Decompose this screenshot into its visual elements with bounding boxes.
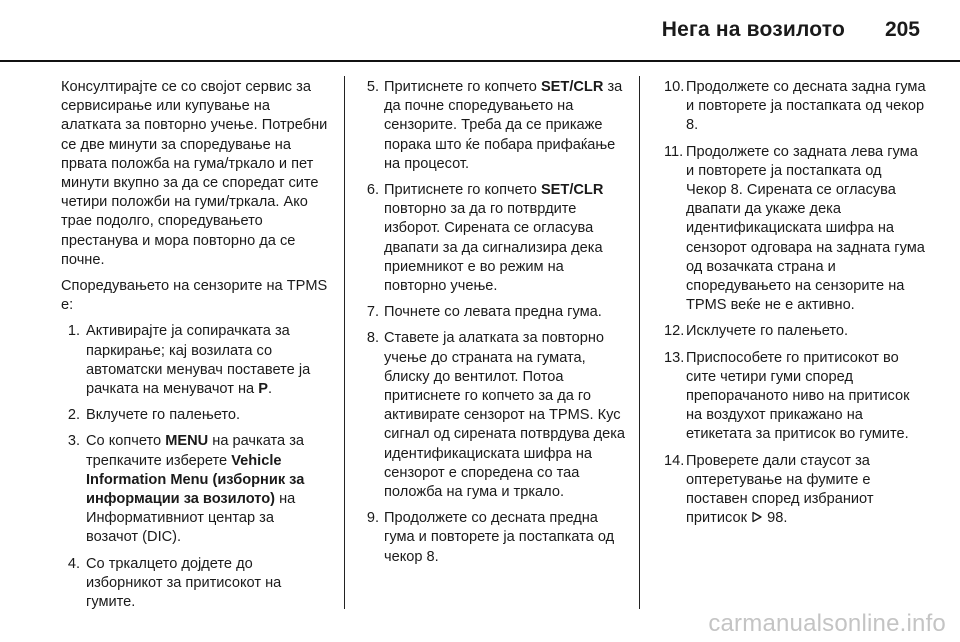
page-reference-link[interactable]: 98 bbox=[767, 510, 784, 527]
step-number: 4. bbox=[67, 555, 80, 572]
step-text: Активирајте ја сопирачката за паркирање; кај возилата со автоматски менувач поставете ја рачката на менувачот на P. bbox=[86, 323, 311, 398]
page-title: Нега на возилото bbox=[661, 18, 845, 41]
step-number: 6. bbox=[366, 182, 379, 199]
step-text: Притиснете го копчето SET/CLR за да почне споредувањето на сензорите. Треба да се прикаже порака што ќе побара прифаќање на процесот. bbox=[384, 79, 623, 172]
watermark: carmanualsonline.info bbox=[708, 610, 946, 637]
step-text: Проверете дали стаусот за оптеретување на фумите е поставен според избраниот притисок 98. bbox=[686, 452, 874, 527]
list-item bbox=[64, 322, 329, 399]
step-text: Продолжете со задната лева гума и повторете ја постапката од Чекор 8. Сирената се огласува двапати да укаже дека идентификациската шифра на сензорот одговара на задната гума од возачката страна и споредувањето на сензорите на TPMS веќе не е активно. bbox=[686, 143, 925, 314]
list-item bbox=[362, 181, 630, 296]
list-item bbox=[64, 406, 329, 425]
steps-list bbox=[64, 322, 329, 612]
step-number: 9. bbox=[366, 510, 379, 527]
list-item bbox=[64, 555, 329, 613]
list-item bbox=[362, 329, 630, 502]
page-header bbox=[0, 0, 960, 60]
list-item bbox=[664, 78, 926, 136]
step-text: Со копчето MENU на рачката за трепкачите изберете Vehicle Information Menu (изборник за информации за возилото) на Информативниот центар за возачот (DIC). bbox=[86, 433, 305, 546]
step-number: 14. bbox=[664, 452, 685, 469]
step-number: 10. bbox=[664, 79, 685, 95]
list-item bbox=[664, 349, 926, 445]
step-number: 11. bbox=[664, 143, 684, 160]
step-number: 12. bbox=[664, 323, 685, 340]
step-text: Ставете ја алатката за повторно учење до страната на гумата, блиску до вентилот. Потоа притиснете го копчето за да го активирате сензорот на TPMS. Кус сигнал од сирената потврдува дека идентификациската шифра на сензорот е споредена со таа положба на гума и тркало. bbox=[384, 330, 626, 501]
header-divider bbox=[0, 60, 960, 62]
step-number: 1. bbox=[67, 323, 80, 340]
step-number: 3. bbox=[67, 433, 80, 450]
page-number: 205 bbox=[884, 18, 920, 41]
list-item bbox=[64, 432, 329, 547]
step-text: Со тркалцето дојдете до изборникот за притисокот на гумите. bbox=[86, 555, 282, 611]
list-item bbox=[664, 143, 926, 316]
step-number: 13. bbox=[664, 349, 685, 366]
list-item bbox=[664, 452, 926, 529]
column-2 bbox=[362, 78, 630, 574]
step-text: Приспособете го притисокот во сите четири гуми според препорачаното ниво на притисок на воздухот прикажано на етикетата за притисок во гумите. bbox=[686, 349, 910, 443]
column-1 bbox=[61, 78, 329, 619]
list-item bbox=[362, 78, 630, 174]
step-number: 2. bbox=[67, 407, 80, 424]
list-item bbox=[362, 303, 630, 322]
column-divider bbox=[639, 76, 640, 609]
step-number: 7. bbox=[366, 304, 379, 321]
step-text: Почнете со левата предна гума. bbox=[384, 304, 602, 321]
intro-paragraph: Споредувањето на сензорите на TPMS е: bbox=[61, 278, 328, 314]
column-divider bbox=[344, 76, 345, 609]
column-3 bbox=[664, 78, 926, 535]
step-text: Продолжете со десната предна гума и повторете ја постапката од чекор 8. bbox=[384, 510, 615, 565]
intro-paragraph: Консултирајте се со својот сервис за сервисирање или купување на алатката за повторно учење. Потребни се две минути за споредување на првата положба на гума/тркало и пет минути вкупно за да се споредат сите четири положби на гуми/тркала. Ако трае подолго, споредувањето престанува и мора повторно да се почне. bbox=[61, 79, 328, 268]
step-number: 8. bbox=[366, 330, 379, 347]
step-text: Исклучете го палењето. bbox=[686, 323, 849, 340]
page-reference-arrow-icon[interactable] bbox=[751, 510, 763, 522]
list-item bbox=[664, 322, 926, 341]
step-number: 5. bbox=[366, 79, 379, 95]
step-text: Притиснете го копчето SET/CLR повторно за да го потврдите изборот. Сирената се огласува двапати за да сигнализира дека приемникот е во режим на повторно учење. bbox=[384, 182, 604, 295]
step-text: Вклучете го палењето. bbox=[86, 407, 241, 424]
list-item bbox=[362, 509, 630, 567]
step-text: Продолжете со десната задна гума и повторете ја постапката од чекор 8. bbox=[686, 79, 926, 134]
